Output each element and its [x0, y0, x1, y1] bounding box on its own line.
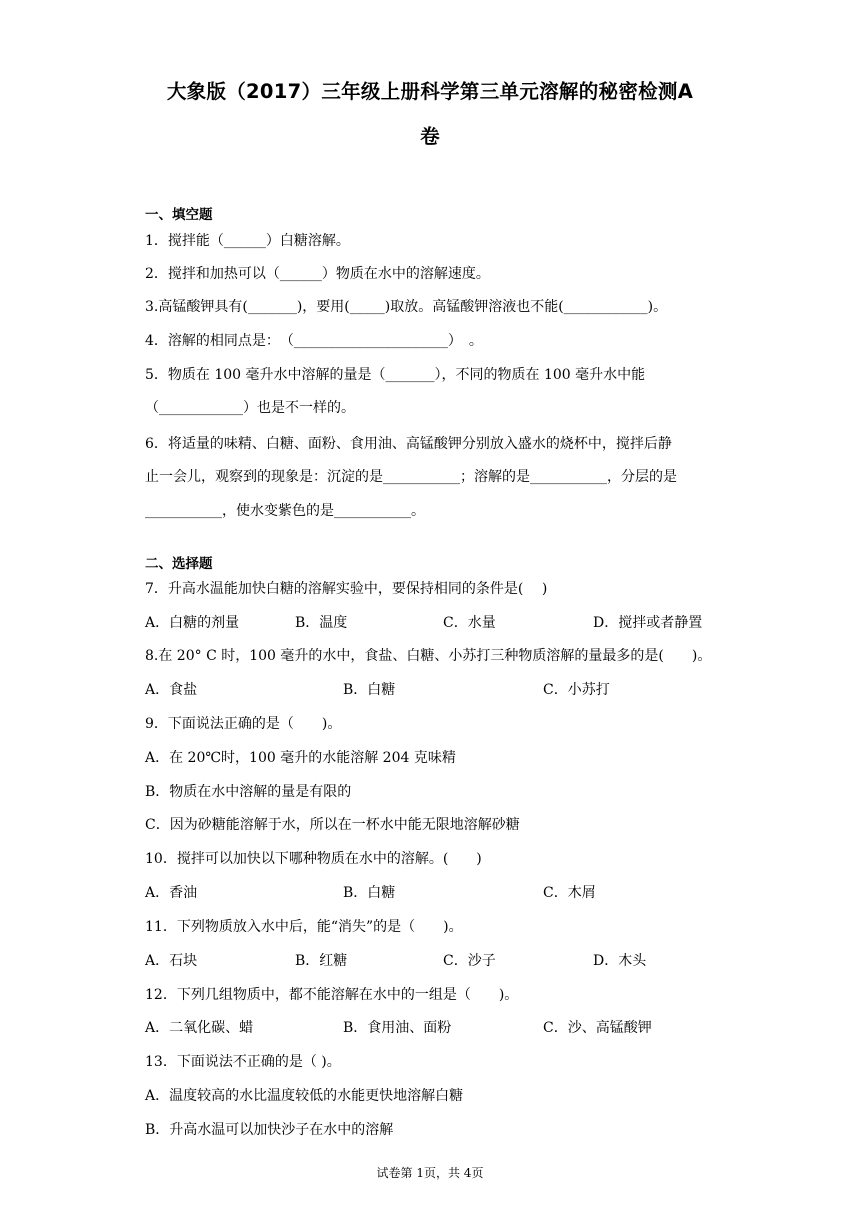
page-footer: 试卷第 1页，共 4页 [376, 1166, 484, 1180]
option-d: D．木头 [593, 953, 647, 969]
question-6-line-2: 止一会儿，观察到的现象是：沉淀的是___________；溶解的是___________，分层的是 [145, 469, 677, 485]
option-a: A．食盐 [145, 682, 198, 698]
option-b: B．白糖 [343, 682, 396, 698]
document-title-continued: 卷 [420, 125, 440, 148]
option-d: D．搅拌或者静置 [593, 615, 703, 631]
question-8-stem: 8.在 20° C 时，100 毫升的水中，食盐、白糖、小苏打三种物质溶解的量最多的是( )。 [145, 648, 712, 664]
option-c: C．沙子 [443, 953, 496, 969]
option-c: C．沙、高锰酸钾 [543, 1020, 652, 1036]
question-1: 1．搅拌能（______）白糖溶解。 [145, 233, 350, 249]
question-13-option-b: B．升高水温可以加快沙子在水中的溶解 [145, 1122, 394, 1138]
question-7-stem: 7．升高水温能加快白糖的溶解实验中，要保持相同的条件是( ) [145, 581, 548, 597]
option-b: B．食用油、面粉 [343, 1020, 452, 1036]
option-b: B．温度 [295, 615, 348, 631]
question-6-line-3: ___________，使水变紫色的是___________。 [145, 503, 425, 519]
option-a: A．二氧化碳、蜡 [145, 1020, 254, 1036]
document-title: 大象版（2017）三年级上册科学第三单元溶解的秘密检测A [166, 80, 694, 103]
question-3: 3.高锰酸钾具有(_______)，要用(_____)取放。高锰酸钾溶液也不能(____________)。 [145, 299, 668, 315]
option-a: A．白糖的剂量 [145, 615, 240, 631]
option-a: A．石块 [145, 953, 198, 969]
option-c: C．水量 [443, 615, 496, 631]
question-12-stem: 12．下列几组物质中，都不能溶解在水中的一组是（ )。 [145, 987, 519, 1003]
question-13-stem: 13．下面说法不正确的是（ )。 [145, 1054, 341, 1070]
question-9-option-a: A．在 20℃时，100 毫升的水能溶解 204 克味精 [145, 750, 456, 766]
question-9-option-c: C．因为砂糖能溶解于水，所以在一杯水中能无限地溶解砂糖 [145, 817, 520, 833]
option-b: B．白糖 [343, 885, 396, 901]
option-a: A．香油 [145, 885, 198, 901]
question-13-option-a: A．温度较高的水比温度较低的水能更快地溶解白糖 [145, 1088, 464, 1104]
question-9-option-b: B．物质在水中溶解的量是有限的 [145, 784, 352, 800]
question-11-stem: 11．下列物质放入水中后，能“消失”的是（ )。 [145, 919, 463, 935]
option-b: B．红糖 [295, 953, 348, 969]
section-heading-choice: 二、选择题 [145, 556, 213, 572]
question-9-stem: 9．下面说法正确的是（ )。 [145, 716, 342, 732]
question-10-stem: 10．搅拌可以加快以下哪种物质在水中的溶解。( ) [145, 851, 482, 867]
option-c: C．小苏打 [543, 682, 610, 698]
question-2: 2．搅拌和加热可以（______）物质在水中的溶解速度。 [145, 266, 490, 282]
question-5-line-1: 5．物质在 100 毫升水中溶解的量是（_______），不同的物质在 100 毫升水中能 [145, 367, 646, 383]
question-6-line-1: 6．将适量的味精、白糖、面粉、食用油、高锰酸钾分别放入盛水的烧杯中，搅拌后静 [145, 436, 672, 452]
question-4: 4．溶解的相同点是： （______________________） 。 [145, 333, 483, 349]
section-heading-fill-in: 一、填空题 [145, 207, 213, 223]
option-c: C．木屑 [543, 885, 596, 901]
question-5-line-2: （____________）也是不一样的。 [145, 400, 355, 416]
